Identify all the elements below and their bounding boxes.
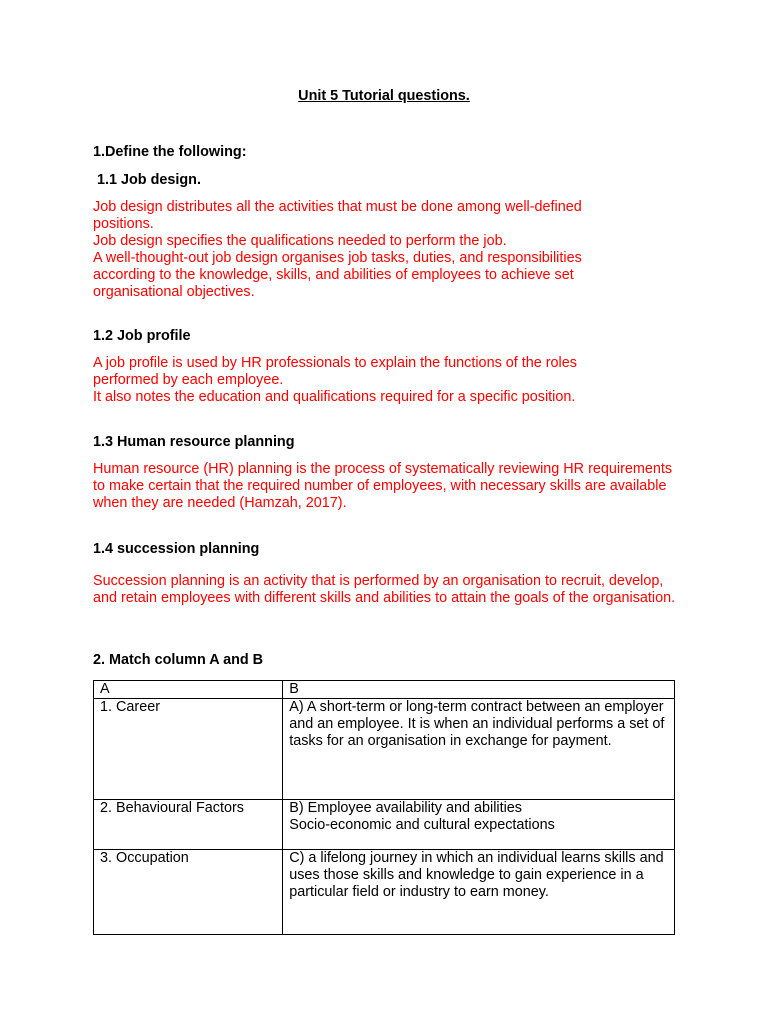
answer-line: Job design distributes all the activities that must be done among well-defined positions. — [93, 199, 582, 232]
answer-line: A job profile is used by HR professionals to explain the functions of the roles performed by each employee. — [93, 355, 577, 388]
job-profile-heading: 1.2 Job profile — [93, 328, 191, 344]
column-b-cell — [283, 699, 675, 800]
table-header-row — [94, 681, 675, 699]
answer-line: Human resource (HR) planning is the process of systematically reviewing HR requirements to make certain that the required number of employees, with necessary skills are available when they are needed (Hamzah, 2017). — [93, 461, 673, 511]
cell-line: A) A short-term or long-term contract between an employer and an employee. It is when an individual performs a set of tasks for an organisation in exchange for payment. — [289, 699, 665, 749]
answer-line: Succession planning is an activity that is performed by an organisation to recruit, develop, and retain employees with different skills and abilities to attain the goals of the organisation. — [93, 573, 676, 606]
table-row — [94, 699, 675, 800]
job-profile-answer — [93, 355, 633, 406]
succession-planning-heading: 1.4 succession planning — [93, 541, 260, 557]
cell-line: Socio-economic and cultural expectations — [289, 817, 555, 833]
job-design-heading: 1.1 Job design. — [93, 172, 201, 188]
table-row — [94, 800, 675, 850]
cell-line: C) a lifelong journey in which an individual learns skills and uses those skills and knowledge to gain experience in a particular field or industry to earn money. — [289, 850, 664, 900]
job-design-answer — [93, 199, 633, 301]
column-a-cell: 1. Career — [94, 699, 283, 800]
answer-line: A well-thought-out job design organises job tasks, duties, and responsibilities according to the knowledge, skills, and abilities of employees to achieve set organisational objectives. — [93, 250, 582, 300]
question-1-heading: 1.Define the following: — [93, 144, 247, 160]
page-title: Unit 5 Tutorial questions. — [298, 88, 470, 104]
match-table — [93, 680, 675, 935]
column-b-cell — [283, 800, 675, 850]
hr-planning-heading: 1.3 Human resource planning — [93, 434, 295, 450]
answer-line: Job design specifies the qualifications needed to perform the job. — [93, 233, 507, 249]
column-a-cell: 2. Behavioural Factors — [94, 800, 283, 850]
cell-line: B) Employee availability and abilities — [289, 800, 523, 816]
column-b-header: B — [283, 681, 675, 699]
succession-planning-answer — [93, 573, 678, 607]
question-2-heading: 2. Match column A and B — [93, 652, 264, 668]
column-a-header: A — [94, 681, 283, 699]
column-a-cell: 3. Occupation — [94, 850, 283, 935]
hr-planning-answer — [93, 461, 683, 512]
answer-line: It also notes the education and qualifications required for a specific position. — [93, 389, 576, 405]
column-b-cell — [283, 850, 675, 935]
table-row — [94, 850, 675, 935]
